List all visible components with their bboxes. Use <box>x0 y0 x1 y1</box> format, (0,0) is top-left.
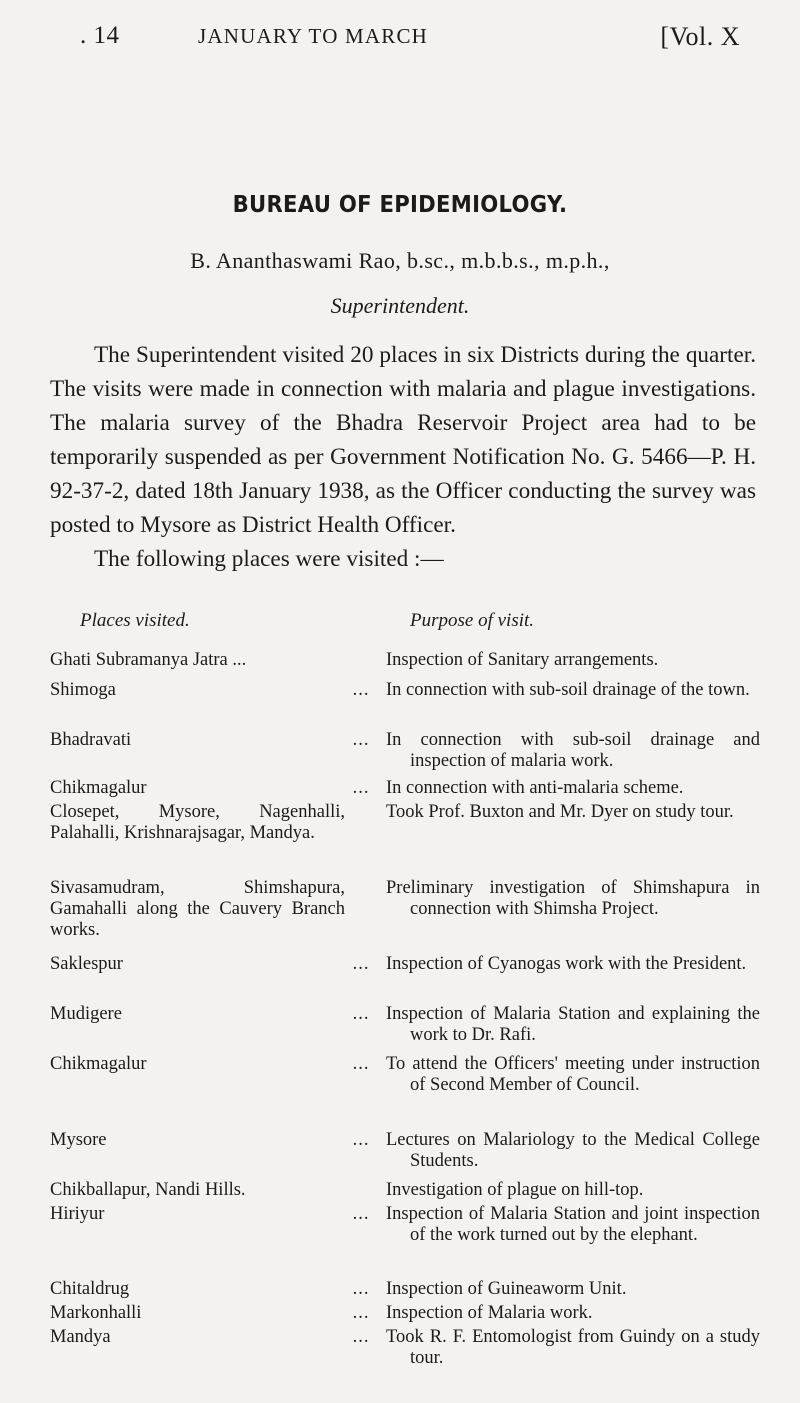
place-cell <box>50 1004 345 1054</box>
place-cell <box>50 802 345 878</box>
purpose-cell <box>386 778 760 799</box>
leader-dots: ... <box>352 1279 370 1299</box>
page-number: . 14 <box>80 22 120 49</box>
place-cell <box>50 1204 345 1279</box>
place-cell <box>50 1130 345 1180</box>
purpose-cell <box>386 878 760 920</box>
place-name: Ghati Subramanya Jatra ... <box>50 650 247 670</box>
section-title: BUREAU OF EPIDEMIOLOGY. <box>232 192 568 218</box>
place-cell <box>50 878 345 954</box>
place-cell <box>50 1180 345 1204</box>
purpose-cell <box>386 1004 760 1046</box>
place-name: Mysore <box>50 1130 107 1150</box>
running-header <box>80 22 740 58</box>
table-row <box>50 954 760 1004</box>
leader-dots: ... <box>352 1327 370 1347</box>
table-row <box>50 650 760 674</box>
leader-dots: ... <box>352 1303 370 1323</box>
table-row <box>50 1303 760 1327</box>
table-row <box>50 778 760 802</box>
place-name: Chitaldrug <box>50 1279 130 1299</box>
paragraph-intro: The Superintendent visited 20 places in six Districts during the quarter. The visits were made in connection with malaria and plague investigations. The malaria survey of the Bhadra Reservoir Project area had to be temporarily suspended as per Government Notification No. G. 5466—P. H. 92-37-2, dated 18th January 1938, as the Officer conducting the survey was posted to Mysore as District Health Officer. <box>50 342 756 538</box>
table-row <box>50 1327 760 1377</box>
paragraph-places-lead: The following places were visited :— <box>94 546 444 572</box>
place-cell <box>50 680 345 730</box>
purpose-text: Inspection of Cyanogas work with the President. <box>386 954 747 974</box>
purpose-cell <box>386 1279 760 1300</box>
purpose-text: Took Prof. Buxton and Mr. Dyer on study tour. <box>386 802 734 822</box>
place-cell <box>50 778 345 802</box>
leader-dots: ... <box>352 1204 370 1224</box>
place-name: Chikmagalur <box>50 1054 147 1074</box>
purpose-cell <box>386 680 760 701</box>
leader-dots: ... <box>352 680 370 700</box>
leader-dots: ... <box>352 954 370 974</box>
table-row <box>50 802 760 878</box>
purpose-text: To attend the Officers' meeting under instruction of Second Member of Council. <box>386 1054 760 1095</box>
place-name: Mandya <box>50 1327 111 1347</box>
purpose-text: In connection with anti-malaria scheme. <box>386 778 684 798</box>
leader-dots: ... <box>352 1054 370 1074</box>
purpose-cell <box>386 1204 760 1246</box>
place-name: Bhadravati <box>50 730 132 750</box>
place-cell <box>50 1303 345 1327</box>
purpose-cell <box>386 1130 760 1172</box>
purpose-cell <box>386 1054 760 1096</box>
table-row <box>50 730 760 778</box>
purpose-text: Lectures on Malariology to the Medical College Students. <box>386 1130 760 1171</box>
place-name: Chikmagalur <box>50 778 147 798</box>
running-title: JANUARY TO MARCH <box>198 24 429 48</box>
place-cell <box>50 730 345 778</box>
purpose-text: Inspection of Malaria Station and explaining the work to Dr. Rafi. <box>386 1004 760 1045</box>
volume-label: [Vol. X <box>660 22 740 51</box>
place-name: Shimoga <box>50 680 116 700</box>
place-cell <box>50 1327 345 1377</box>
place-cell <box>50 1054 345 1130</box>
table-row <box>50 680 760 730</box>
column-header-purpose: Purpose of visit. <box>410 610 535 631</box>
purpose-cell <box>386 1180 760 1201</box>
purpose-text: Inspection of Malaria work. <box>386 1303 593 1323</box>
column-header-places: Places visited. <box>80 610 190 631</box>
table-row <box>50 1130 760 1180</box>
purpose-cell <box>386 730 760 772</box>
purpose-cell <box>386 1303 760 1324</box>
purpose-cell <box>386 650 760 671</box>
purpose-cell <box>386 954 760 975</box>
table-row <box>50 1004 760 1054</box>
place-name: Saklespur <box>50 954 123 974</box>
purpose-cell <box>386 802 760 823</box>
author-line: B. Ananthaswami Rao, b.sc., m.b.b.s., m.p.h., <box>190 248 610 273</box>
leader-dots: ... <box>352 1130 370 1150</box>
place-name: Hiriyur <box>50 1204 105 1224</box>
leader-dots: ... <box>352 730 370 750</box>
leader-dots: ... <box>352 1004 370 1024</box>
place-name: Chikballapur, Nandi Hills. <box>50 1180 246 1200</box>
purpose-text: Inspection of Malaria Station and joint inspection of the work turned out by the elephant. <box>386 1204 760 1245</box>
place-cell <box>50 1279 345 1303</box>
table-row <box>50 1180 760 1204</box>
place-name: Sivasamudram, Shimshapura, Gamahalli along the Cauvery Branch works. <box>50 878 345 940</box>
purpose-text: Investigation of plague on hill-top. <box>386 1180 644 1200</box>
purpose-text: Inspection of Guineaworm Unit. <box>386 1279 627 1299</box>
table-row <box>50 1204 760 1279</box>
purpose-text: Inspection of Sanitary arrangements. <box>386 650 659 670</box>
purpose-cell <box>386 1327 760 1369</box>
table-row <box>50 1279 760 1303</box>
purpose-text: Preliminary investigation of Shimshapura in connection with Shimsha Project. <box>386 878 760 919</box>
place-name: Mudigere <box>50 1004 122 1024</box>
purpose-text: In connection with sub-soil drainage of the town. <box>386 680 750 700</box>
table-row <box>50 878 760 954</box>
place-cell <box>50 954 345 1004</box>
purpose-text: Took R. F. Entomologist from Guindy on a study tour. <box>386 1327 760 1368</box>
place-name: Markonhalli <box>50 1303 142 1323</box>
place-name: Closepet, Mysore, Nagenhalli, Palahalli, Krishnarajsagar, Mandya. <box>50 802 345 843</box>
leader-dots: ... <box>352 778 370 798</box>
purpose-text: In connection with sub-soil drainage and inspection of malaria work. <box>386 730 760 771</box>
author-role: Superintendent. <box>330 293 470 318</box>
table-row <box>50 1054 760 1130</box>
place-cell <box>50 650 345 674</box>
